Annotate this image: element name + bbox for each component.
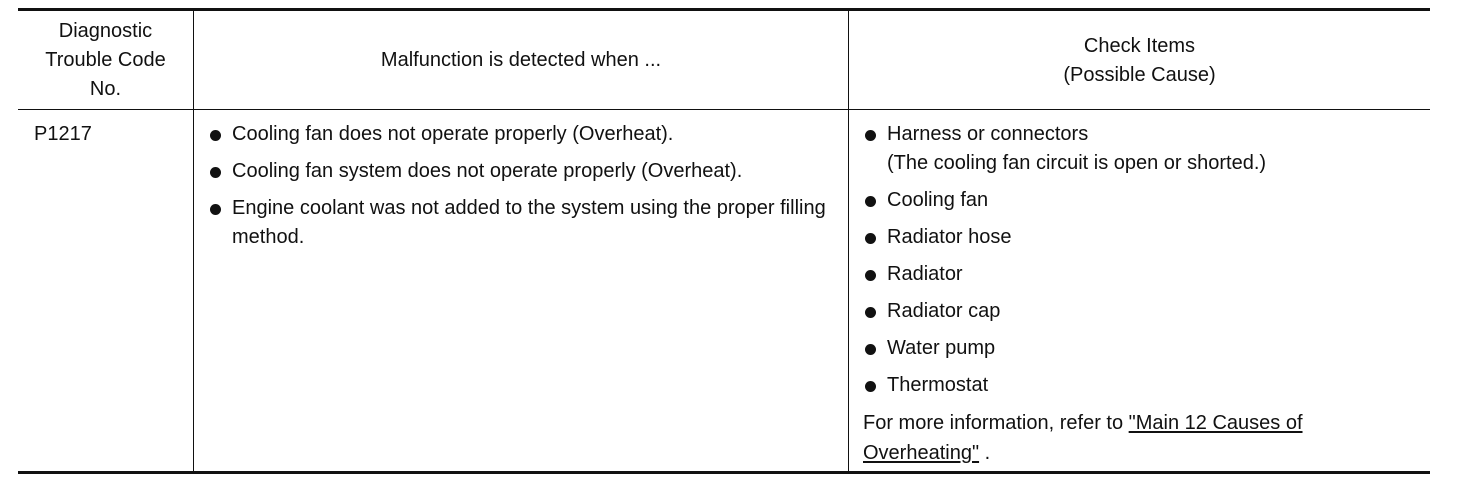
- check-items-cell: [863, 110, 1423, 471]
- bullet-icon: [865, 130, 876, 141]
- dtc-table: [18, 8, 1430, 474]
- list-item: [863, 371, 1423, 400]
- bullet-icon: [865, 307, 876, 318]
- dtc-code: P1217: [34, 123, 92, 145]
- list-item: [208, 120, 844, 149]
- more-info-prefix: For more information, refer to: [863, 412, 1129, 434]
- list-item: [863, 120, 1423, 178]
- list-item: [863, 223, 1423, 252]
- bullet-icon: [865, 344, 876, 355]
- check-items-list: [863, 120, 1423, 400]
- check-item-text: Cooling fan: [887, 189, 989, 211]
- check-item-text: Thermostat: [887, 374, 989, 396]
- overheating-causes-link[interactable]: "Main 12 Causes of Overheating": [863, 412, 1303, 464]
- check-item-text: Radiator: [887, 263, 963, 285]
- list-item: [208, 157, 844, 186]
- bullet-icon: [865, 233, 876, 244]
- list-item: [863, 186, 1423, 215]
- bullet-icon: [210, 204, 221, 215]
- check-item-text: Harness or connectors: [887, 123, 1089, 145]
- column-divider: [193, 11, 194, 471]
- harness-note: (The cooling fan circuit is open or shorted.): [887, 152, 1267, 174]
- bullet-icon: [865, 381, 876, 392]
- malfunction-text: Cooling fan system does not operate properly (Overheat).: [232, 160, 743, 182]
- header-malfunction-detected: Malfunction is detected when ...: [380, 49, 662, 71]
- more-info-note: [863, 408, 1423, 468]
- malfunction-text: Engine coolant was not added to the system using the proper filling method.: [232, 197, 826, 248]
- malfunction-list: [208, 120, 844, 252]
- header-dtc-number: Diagnostic Trouble Code No.: [45, 20, 166, 100]
- list-item: [208, 194, 844, 252]
- column-divider: [848, 11, 849, 471]
- bullet-icon: [865, 196, 876, 207]
- check-item-text: Radiator hose: [887, 226, 1012, 248]
- bullet-icon: [210, 167, 221, 178]
- more-info-suffix: .: [979, 442, 991, 464]
- bullet-icon: [210, 130, 221, 141]
- bullet-icon: [865, 270, 876, 281]
- header-check-items: Check Items (Possible Cause): [1063, 34, 1216, 86]
- list-item: [863, 297, 1423, 326]
- malfunction-cell: [208, 110, 844, 471]
- table-header-row: [18, 11, 1430, 110]
- list-item: [863, 260, 1423, 289]
- dtc-code-cell: [34, 110, 189, 471]
- check-item-text: Water pump: [887, 337, 996, 359]
- list-item: [863, 334, 1423, 363]
- malfunction-text: Cooling fan does not operate properly (Overheat).: [232, 123, 674, 145]
- check-item-text: Radiator cap: [887, 300, 1001, 322]
